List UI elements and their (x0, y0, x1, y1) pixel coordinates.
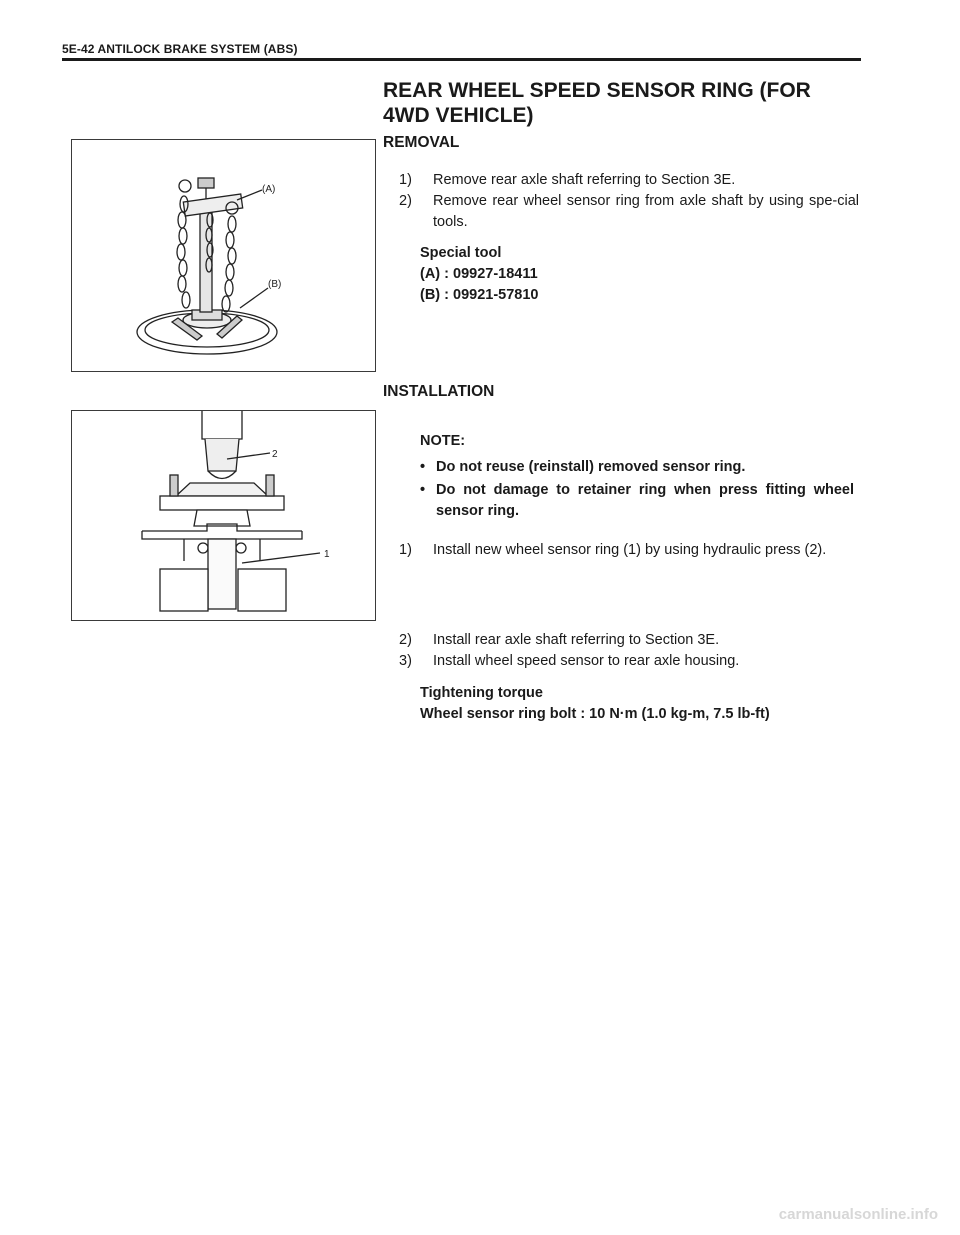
page-header: 5E-42 ANTILOCK BRAKE SYSTEM (ABS) (62, 42, 298, 56)
torque-label: Tightening torque (420, 685, 543, 701)
note-bullet-2: • Do not damage to retainer ring when press fitting wheel sensor ring. (420, 482, 854, 519)
installation-step-1: 1) Install new wheel sensor ring (1) by using hydraulic press (2). (399, 542, 827, 558)
installation-figure (71, 410, 376, 621)
installation-heading: INSTALLATION (383, 383, 495, 400)
torque-value: Wheel sensor ring bolt : 10 N·m (1.0 kg-m, 7.5 lb-ft) (420, 706, 770, 722)
label-2: 2 (272, 449, 278, 460)
note-label: NOTE: (420, 433, 466, 449)
label-a: (A) (262, 184, 276, 195)
label-b: (B) (268, 279, 282, 290)
removal-step-1: 1) Remove rear axle shaft referring to Section 3E. (399, 172, 736, 188)
note-bullet-1: • Do not reuse (reinstall) removed sensor ring. (420, 459, 746, 475)
installation-step-3: 3) Install wheel speed sensor to rear axle housing. (399, 653, 740, 669)
removal-figure (71, 139, 376, 372)
tool-b: (B) : 09921-57810 (420, 287, 539, 303)
header-rule (62, 58, 861, 61)
tool-a: (A) : 09927-18411 (420, 266, 538, 282)
section-title: REAR WHEEL SPEED SENSOR RING (FOR 4WD VEHICLE) (383, 79, 811, 127)
installation-step-2: 2) Install rear axle shaft referring to Section 3E. (399, 632, 720, 648)
watermark: carmanualsonline.info (778, 1206, 938, 1223)
special-tool-label: Special tool (420, 245, 502, 261)
removal-step-2: 2) Remove rear wheel sensor ring from axle shaft by using spe-cial tools. (399, 193, 859, 230)
removal-heading: REMOVAL (383, 134, 460, 151)
label-1: 1 (324, 549, 330, 560)
